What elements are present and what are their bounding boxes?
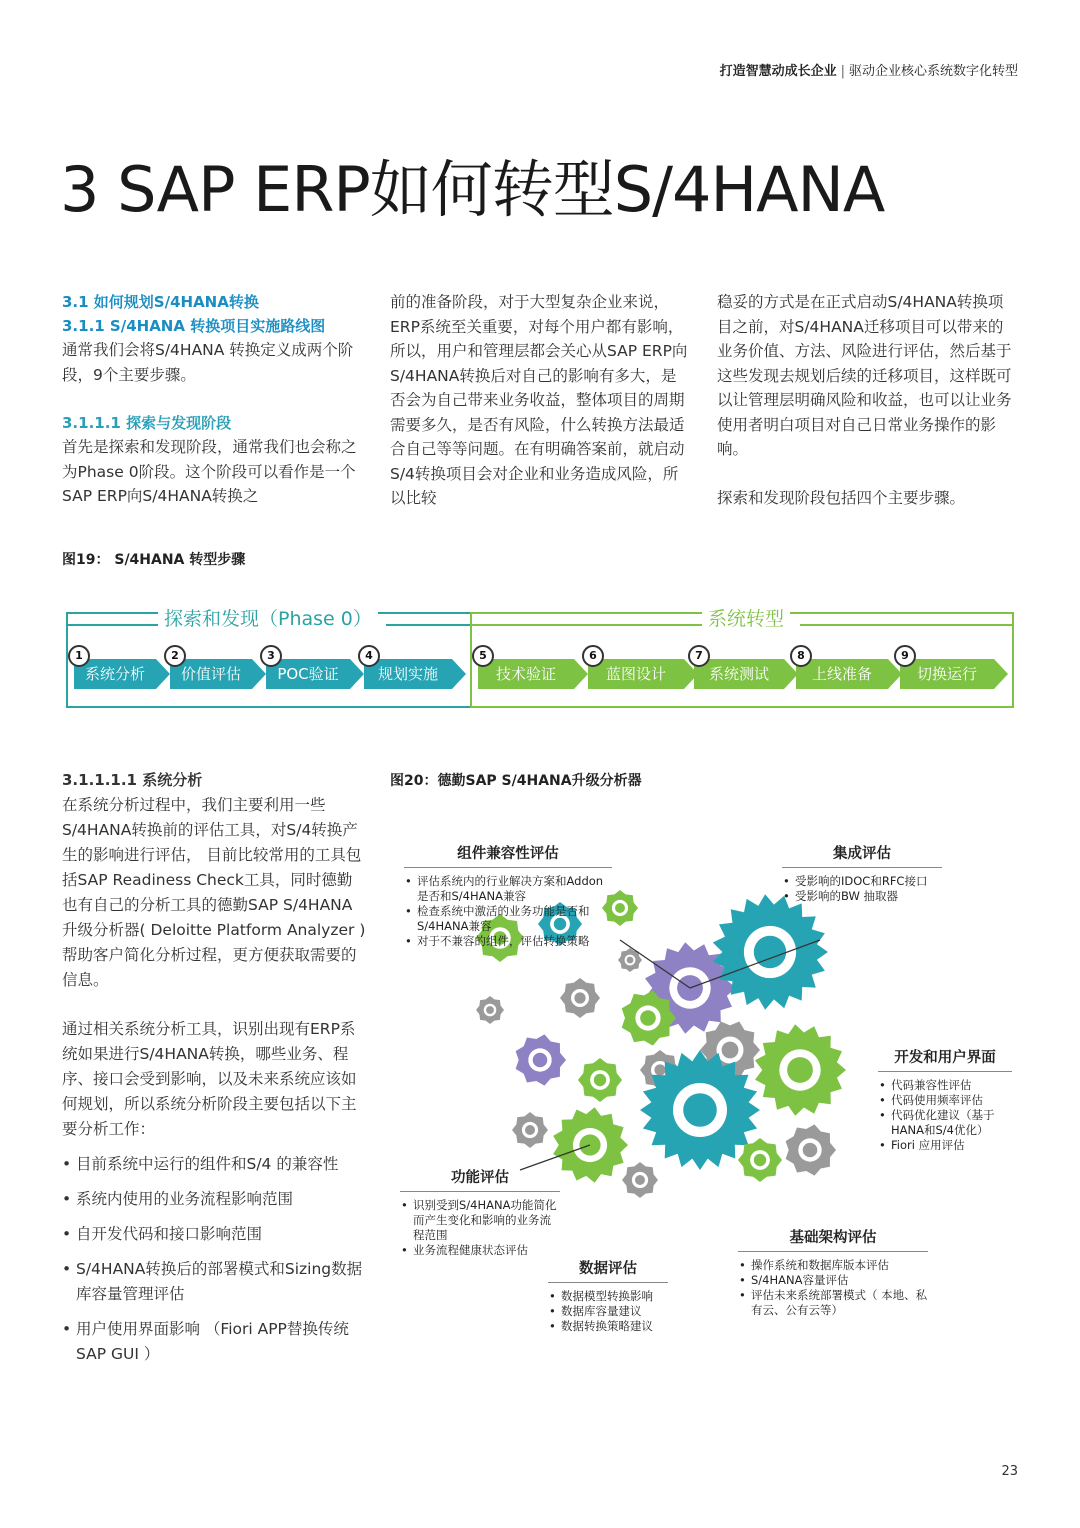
step-2: [170, 649, 252, 689]
text-column-1: [62, 290, 362, 509]
step-5: [478, 649, 574, 689]
component-compat-title: 组件兼容性评估: [404, 842, 612, 868]
gear-icon: [622, 1162, 658, 1198]
list-item: • 评估系统内的行业解决方案和Addon是否和S/4HANA兼容: [404, 874, 612, 904]
figure-20-caption: 图20：德勤SAP S/4HANA升级分析器: [390, 773, 642, 789]
gear-hub: [640, 1010, 656, 1026]
list-item: • 受影响的IDOC和RFC接口: [782, 874, 942, 889]
list-item: • Fiori 应用评估: [878, 1138, 1012, 1153]
section-heading-3-1-1-1-1: 3.1.1.1.1 系统分析: [62, 771, 203, 789]
function-title: 功能评估: [400, 1166, 560, 1192]
list-item: • 对于不兼容的组件，评估转换策略: [404, 934, 612, 949]
list-item: • 用户使用界面影响 （Fiori APP替换传统SAP GUI ）: [62, 1317, 367, 1367]
gear-hub: [635, 1175, 645, 1185]
text-column-2: [390, 290, 690, 511]
step-4: [364, 649, 452, 689]
dev-ui-group: [878, 1046, 1012, 1153]
list-item: • S/4HANA转换后的部署模式和Sizing数据库容量管理评估: [62, 1257, 367, 1307]
section-heading-3-1-1-1: 3.1.1.1 探索与发现阶段: [62, 414, 232, 432]
gear-hub: [787, 1057, 813, 1083]
step-3: [266, 649, 350, 689]
gear-hub: [754, 936, 786, 968]
list-item: • 代码使用频率评估: [878, 1093, 1012, 1108]
step-number: 2: [164, 645, 186, 667]
step-6: [588, 649, 684, 689]
gear-hub: [754, 1154, 766, 1166]
gear-hub: [594, 1074, 606, 1086]
gear-hub: [574, 992, 585, 1003]
gear-icon: [512, 1112, 548, 1148]
paragraph: 前的准备阶段，对于大型复杂企业来说，ERP系统至关重要，对每个用户都有影响，所以，用户和管理层都会关心从SAP ERP向S/4HANA转换后对自己的影响有多大，是否会为自己带来业务收益，整体项目的周期需要多久，是否有风险，什么转换方法最适合自己等等问题。在有明确答案前，就启动S/4转换项目会对企业和业务造成风险，所以比较: [390, 293, 688, 507]
gear-hub: [722, 1042, 739, 1059]
gear-icon: [553, 1107, 628, 1182]
list-item: • 操作系统和数据库版本评估: [738, 1258, 928, 1273]
infrastructure-title: 基础架构评估: [738, 1226, 928, 1252]
list-item: • 受影响的BW 抽取器: [782, 889, 942, 904]
step-1: [74, 649, 156, 689]
gear-hub: [803, 1143, 818, 1158]
list-item: • 代码兼容性评估: [878, 1078, 1012, 1093]
running-header: [720, 60, 1018, 79]
data-title: 数据评估: [548, 1257, 668, 1283]
paragraph: 通过相关系统分析工具，识别出现有ERP系统如果进行S/4HANA转换，哪些业务、程序、接口会受到影响，以及未来系统应该如何规划，所以系统分析阶段主要包括以下主要分析工作：: [62, 1020, 357, 1138]
arrow-icon: [452, 659, 466, 689]
infrastructure-group: [738, 1226, 928, 1318]
gear-hub: [683, 1093, 717, 1127]
gear-icon: [578, 1058, 622, 1102]
list-item: • 识别受到S/4HANA功能简化而产生变化和影响的业务流程范围: [400, 1198, 560, 1243]
step-label: 上线准备: [811, 665, 872, 683]
step-9: [900, 649, 994, 689]
gear-icon: [560, 978, 600, 1018]
arrow-icon: [994, 659, 1008, 689]
step-label: POC验证: [277, 665, 339, 683]
list-item: • 数据库容量建议: [548, 1304, 668, 1319]
phase-transform-title: 系统转型: [702, 604, 790, 631]
gear-hub: [627, 957, 634, 964]
paragraph: 通常我们会将S/4HANA 转换定义成两个阶段，9个主要步骤。: [62, 341, 354, 384]
step-label: 规划实施: [377, 665, 438, 683]
text-column-3: [717, 290, 1017, 510]
step-label: 技术验证: [495, 665, 556, 683]
step-label: 系统分析: [84, 665, 145, 683]
analysis-bullet-list: [62, 1152, 367, 1367]
dev-ui-title: 开发和用户界面: [878, 1046, 1012, 1072]
list-item: • 评估未来系统部署模式（ 本地、私有云、公有云等）: [738, 1288, 928, 1318]
gear-hub: [654, 1064, 665, 1075]
step-label: 价值评估: [180, 665, 241, 683]
page-title: 3 SAP ERP如何转型S/4HANA: [60, 153, 885, 226]
list-item: • 系统内使用的业务流程影响范围: [62, 1187, 367, 1212]
component-compat-group: [404, 842, 612, 949]
header-main: 打造智慧动成长企业: [719, 64, 837, 79]
step-number: 7: [688, 645, 710, 667]
section-heading-3-1: 3.1 如何规划S/4HANA转换: [62, 293, 259, 311]
list-item: • 数据转换策略建议: [548, 1319, 668, 1334]
header-separator: |: [840, 64, 845, 79]
list-item: • 业务流程健康状态评估: [400, 1243, 560, 1258]
gear-icon: [618, 948, 642, 972]
step-number: 3: [260, 645, 282, 667]
function-group: [400, 1166, 560, 1258]
list-item: • 检查系统中激活的业务功能是否和S/4HANA兼容: [404, 904, 612, 934]
divider: [472, 624, 702, 626]
transformation-steps-diagram: [66, 608, 1014, 707]
gear-icon: [476, 996, 504, 1024]
step-number: 6: [582, 645, 604, 667]
gear-icon: [755, 1024, 846, 1115]
gear-icon: [516, 1034, 566, 1085]
paragraph: 稳妥的方式是在正式启动S/4HANA转换项目之前，对S/4HANA迁移项目可以带来的业务价值、方法、风险进行评估，然后基于这些发现去规划后续的迁移项目，这样既可以让管理层明确风险和收益，也可以让业务使用者明白项目对自己日常业务操作的影响。: [717, 293, 1012, 458]
step-number: 4: [358, 645, 380, 667]
system-analysis-section: [62, 768, 367, 1377]
paragraph: 首先是探索和发现阶段，通常我们也会称之为Phase 0阶段。这个阶段可以看作是一个SAP ERP向S/4HANA转换之: [62, 438, 357, 505]
step-number: 9: [894, 645, 916, 667]
gear-hub: [615, 903, 625, 913]
section-heading-3-1-1: 3.1.1 S/4HANA 转换项目实施路线图: [62, 317, 326, 335]
page-number: 23: [1001, 1464, 1018, 1479]
list-item: • 目前系统中运行的组件和S/4 的兼容性: [62, 1152, 367, 1177]
gear-hub: [525, 1125, 535, 1135]
integration-title: 集成评估: [782, 842, 942, 868]
phase-discovery-title: 探索和发现（Phase 0）: [158, 604, 378, 631]
step-number: 5: [472, 645, 494, 667]
header-sub: 驱动企业核心系统数字化转型: [848, 64, 1018, 79]
divider: [386, 624, 470, 626]
gear-icon: [786, 1124, 836, 1175]
step-number: 8: [790, 645, 812, 667]
step-7: [694, 649, 784, 689]
divider: [800, 624, 1012, 626]
figure-19-caption: 图19： S/4HANA 转型步骤: [62, 552, 246, 568]
step-label: 切换运行: [916, 665, 977, 683]
step-label: 系统测试: [708, 665, 769, 683]
paragraph: 在系统分析过程中，我们主要利用一些S/4HANA转换前的评估工具，对S/4转换产生的影响进行评估， 目前比较常用的工具包括SAP Readiness Check工具，同时德勤也有自己的分析工具的德勤SAP S/4HANA升级分析器( Deloitte Platform Analyzer )帮助客户简化分析过程，更方便获取需要的信息。: [62, 796, 366, 989]
gear-hub: [533, 1053, 548, 1068]
integration-group: [782, 842, 942, 904]
list-item: • S/4HANA容量评估: [738, 1273, 928, 1288]
list-item: • 数据模型转换影响: [548, 1289, 668, 1304]
data-group: [548, 1257, 668, 1334]
gear-hub: [486, 1006, 494, 1014]
step-label: 蓝图设计: [605, 665, 666, 683]
list-item: • 自开发代码和接口影响范围: [62, 1222, 367, 1247]
paragraph: 探索和发现阶段包括四个主要步骤。: [717, 488, 966, 507]
list-item: • 代码优化建议（基于HANA和S/4优化）: [878, 1108, 1012, 1138]
step-8: [796, 649, 888, 689]
gear-icon: [738, 1138, 782, 1182]
step-number: 1: [68, 645, 90, 667]
divider: [68, 624, 158, 626]
